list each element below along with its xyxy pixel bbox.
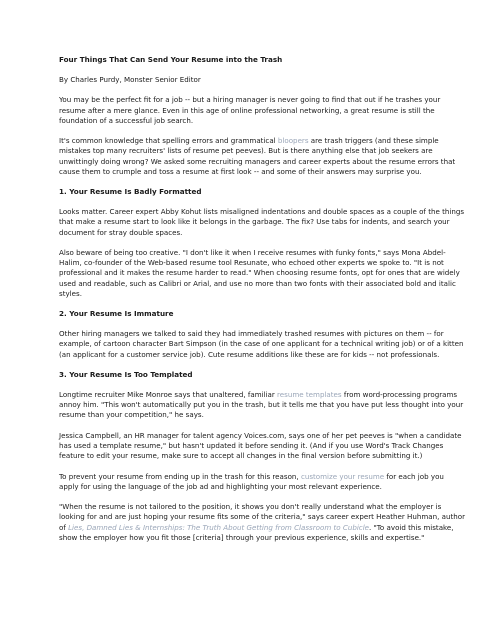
text-run: It's common knowledge that spelling errors and grammatical (59, 136, 278, 146)
text-run: from word-processing programs annoy him. "This won't automatically put you in the trash, but it tells me that you have put less thought into your resume than your competition," he says. (59, 389, 464, 420)
byline: By Charles Purdy, Monster Senior Editor (59, 75, 201, 84)
context-paragraph (59, 136, 465, 177)
section2-paragraph-1: Other hiring managers we talked to said they had immediately trashed resumes with pictures on them -- for example, of cartoon character Bart Simpson (in the case of one applicant for a technical writing job) or of a kitten (an applicant for a customer service job). Cute resume additions like these are for kids -- not professionals. (59, 329, 464, 359)
text-run: for each job you apply for using the language of the job ad and highlighting your most relevant experience. (59, 471, 444, 491)
text-run: Longtime recruiter Mike Monroe says that unaltered, familiar (59, 389, 278, 399)
text-run: "When the resume is not tailored to the position, it shows you don't really understand what the employer is looking for and are just hoping your resume fits some of the criteria," says career expert Heather Huhman, author of (59, 502, 466, 532)
section-heading-1: 1. Your Resume Is Badly Formatted (59, 187, 202, 197)
intro-paragraph: You may be the perfect fit for a job -- but a hiring manager is never going to find that out if he trashes your resume after a mere glance. Even in this age of online professional networking, a great resume is still the foundation of a successful job search. (59, 95, 441, 125)
text-run: . "To avoid this mistake, show the employer how you fit those [criteria] through your previous experience, skills and expertise." (59, 522, 454, 542)
section3-paragraph-1 (59, 390, 465, 421)
customize-resume-link[interactable]: customize your resume (300, 471, 385, 481)
text-run: are trash triggers (and these simple mistakes top many recruiters' lists of resume pet peeves). But is there anything else that job seekers are unwittingly doing wrong? We asked some recruiting managers and career experts about the resume errors that cause them to crumple and toss a resume at first look -- and some of their answers may surprise you. (59, 136, 456, 176)
book-title-link[interactable]: Lies, Damned Lies & Internships: The Truth About Getting from Classroom to Cubicle (68, 522, 370, 532)
section1-paragraph-1: Looks matter. Career expert Abby Kohut lists misaligned indentations and double spaces as a couple of the things that make a resume start to look like it belongs in the garbage. The fix? Use tabs for indents, and search your document for stray double spaces. (59, 207, 465, 237)
article-title: Four Things That Can Send Your Resume into the Trash (59, 55, 283, 64)
bloopers-link[interactable]: bloopers (277, 136, 309, 146)
section3-paragraph-4 (59, 502, 465, 543)
section3-paragraph-2: Jessica Campbell, an HR manager for talent agency Voices.com, says one of her pet peeves is "when a candidate has used a template resume," but hasn't updated it before sending it. (And if you use Word's Track Changes feature to edit your resume, make sure to accept all changes in the final version before submitting it.) (59, 430, 462, 461)
text-run: To prevent your resume from ending up in the trash for this reason, (59, 471, 301, 481)
resume-templates-link[interactable]: resume templates (277, 389, 342, 399)
section3-paragraph-3 (59, 472, 465, 492)
section-heading-2: 2. Your Resume Is Immature (59, 309, 174, 319)
section-heading-3: 3. Your Resume Is Too Templated (59, 369, 193, 379)
section1-paragraph-2: Also beware of being too creative. "I don't like it when I receive resumes with funky fonts," says Mona Abdel-Halim, co-founder of the Web-based resume tool Resunate, who echoed other experts we spoke to. "It is not professional and it makes the resume harder to read." When choosing resume fonts, opt for ones that are widely used and readable, such as Calibri or Arial, and use no more than two fonts with their associated bold and italic styles. (59, 247, 460, 298)
